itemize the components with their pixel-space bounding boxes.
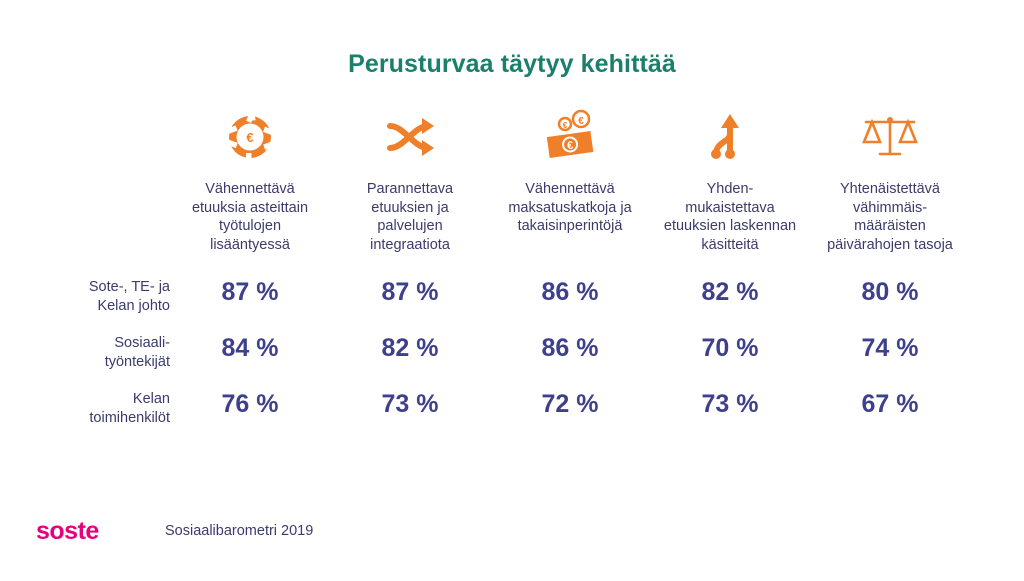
banknotes-euro-icon [540,108,600,166]
column-icon-cell [330,108,490,180]
header-line: Yhtenäistettävä [840,181,940,197]
header-line: vähimmäis- [852,199,928,216]
value-cell: 73 % [701,390,759,418]
row-label-line: Kelan johto [97,298,170,314]
header-line: etuuksia asteittain [191,199,309,216]
column-header-3 [490,180,650,278]
scales-balance-icon [860,108,920,166]
table-row [0,334,1024,390]
row-label-line: toimihenkilöt [89,410,170,426]
value-cell: 80 % [861,278,919,306]
column-header-4 [650,180,810,278]
value-cell: 73 % [381,390,439,418]
header-line: integraatiota [370,236,450,253]
header-line: mukaistettava [685,199,775,216]
soste-logo: soste [36,517,99,545]
value-cell: 87 % [381,278,439,306]
footer [0,515,1024,555]
value-cell: 70 % [701,334,759,362]
header-line: takaisinperintöjä [517,218,623,234]
row-pad [970,390,1024,446]
column-icon-cell [650,108,810,180]
value-cell: 86 % [541,334,599,362]
table-row [0,278,1024,334]
icon-row-pad [970,108,1024,180]
row-pad [970,334,1024,390]
column-icon-cell [170,108,330,180]
corner-cell [0,180,170,278]
pie-chart-euro-icon [220,108,280,166]
value-cell: 76 % [221,390,279,418]
arrows-merge-icon [700,108,760,166]
header-line: lisääntyessä [210,236,290,253]
page-title: Perusturvaa täytyy kehittää [348,50,676,78]
row-label-line: Sote-, TE- ja [88,279,170,295]
value-cell: 82 % [381,334,439,362]
column-icon-cell [810,108,970,180]
value-cell: 87 % [221,278,279,306]
value-cell: 67 % [861,390,919,418]
value-cell: 82 % [701,278,759,306]
row-label-line: Sosiaali- [114,335,170,351]
row-label-1 [0,278,170,334]
value-cell: 84 % [221,334,279,362]
svg-text:€: € [578,116,584,127]
value-cell: 86 % [541,278,599,306]
data-matrix [0,108,1024,446]
icon-row [0,108,1024,180]
header-line: maksatuskatkoja ja [508,199,632,216]
header-line: Vähennettävä [525,181,615,197]
svg-text:€: € [246,130,254,145]
table-row [0,390,1024,446]
header-line: Vähennettävä [205,181,295,197]
column-header-row [0,180,1024,278]
column-header-2 [330,180,490,278]
header-line: päivärahojen tasoja [827,236,953,253]
header-line: käsitteitä [701,236,759,253]
source-caption: Sosiaalibarometri 2019 [165,523,314,539]
row-label-line: Kelan [132,391,170,407]
header-line: etuuksien laskennan [663,218,797,234]
header-line: palvelujen [377,218,443,234]
value-cell: 72 % [541,390,599,418]
row-label-3 [0,390,170,446]
header-line: Yhden- [706,181,754,197]
header-line: Parannettava [366,181,454,197]
header-line: määräisten [854,218,926,234]
column-icon-cell [490,108,650,180]
svg-text:€: € [562,121,568,130]
value-cell: 74 % [861,334,919,362]
header-line: etuuksien ja [371,199,449,216]
header-line: työtulojen [218,218,282,234]
svg-text:€: € [566,139,575,153]
header-pad [970,180,1024,278]
column-header-5 [810,180,970,278]
shuffle-arrows-icon [380,108,440,166]
icon-row-spacer [0,108,170,180]
row-label-line: työntekijät [104,354,170,370]
row-label-2 [0,334,170,390]
column-header-1 [170,180,330,278]
matrix-table [0,108,1024,446]
row-pad [970,278,1024,334]
